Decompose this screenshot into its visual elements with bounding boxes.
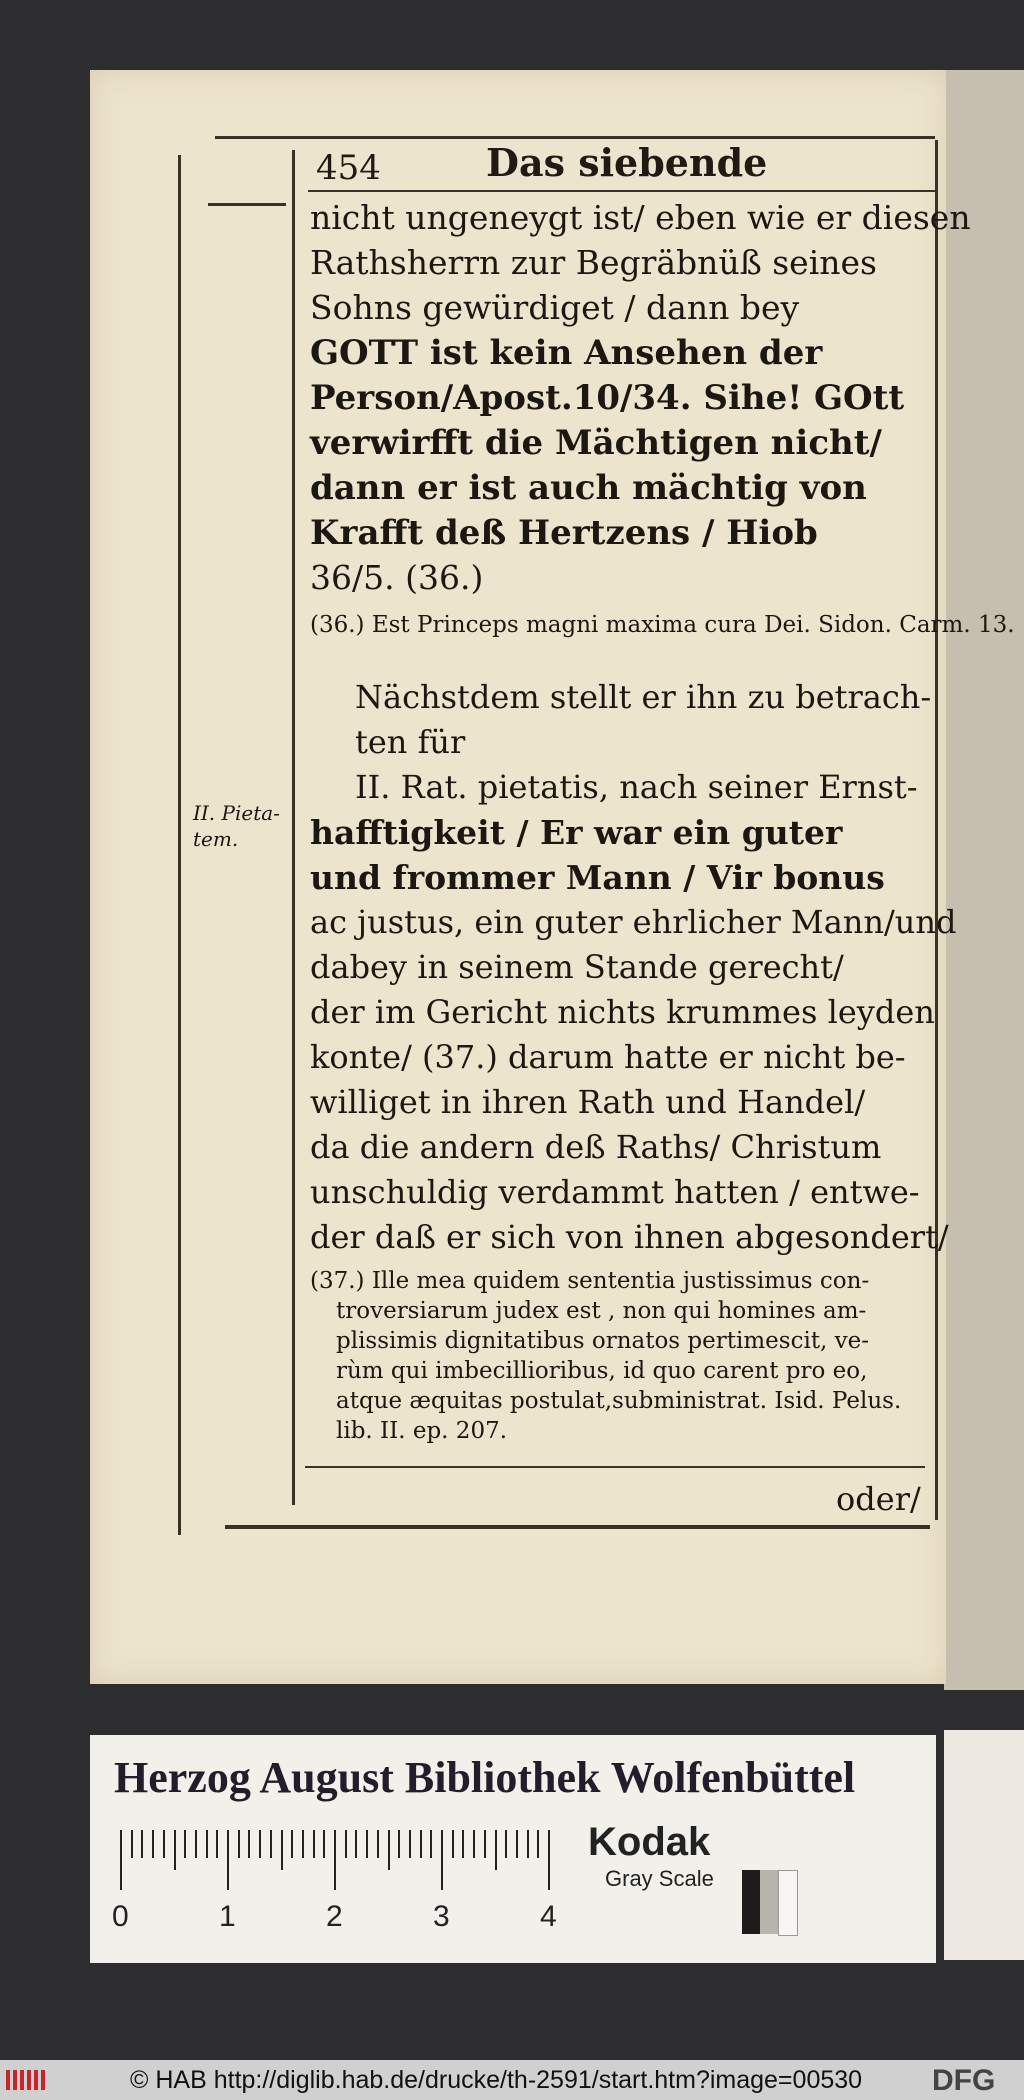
page-number: 454 bbox=[316, 148, 381, 188]
ruler-tick bbox=[355, 1830, 357, 1858]
footnote-line: troversiarum judex est , non qui homines am- bbox=[336, 1298, 867, 1324]
ruler-number: 0 bbox=[112, 1900, 129, 1933]
ruler-tick bbox=[302, 1830, 304, 1858]
ruler-tick bbox=[462, 1830, 464, 1858]
hab-logo-icon bbox=[4, 2066, 48, 2094]
ruler-number: 2 bbox=[326, 1900, 343, 1933]
gray-scale-label: Gray Scale bbox=[605, 1866, 714, 1891]
ruler-tick bbox=[291, 1830, 293, 1858]
ruler-tick bbox=[452, 1830, 454, 1858]
ruler-tick bbox=[430, 1830, 432, 1858]
ruler-tick bbox=[206, 1830, 208, 1858]
margin-dash bbox=[208, 203, 286, 206]
body-line: und frommer Mann / Vir bonus bbox=[310, 858, 885, 897]
ruler-tick bbox=[238, 1830, 240, 1858]
footnote-line: plissimis dignitatibus ornatos pertimescit, ve- bbox=[336, 1328, 870, 1354]
body-line: der im Gericht nichts krummes leyden bbox=[310, 993, 935, 1031]
body-line: hafftigkeit / Er war ein guter bbox=[310, 813, 843, 852]
body-line: dabey in seinem Stande gerecht/ bbox=[310, 948, 844, 986]
gray-swatch-dark bbox=[742, 1870, 760, 1934]
ruler-tick bbox=[473, 1830, 475, 1858]
next-page-edge bbox=[944, 70, 1024, 1690]
gray-swatch-light bbox=[778, 1870, 798, 1936]
column-right-rule bbox=[935, 140, 938, 1520]
footnote-line: rùm qui imbecillioribus, id quo carent pro eo, bbox=[336, 1358, 868, 1384]
ruler-tick bbox=[313, 1830, 315, 1858]
ruler-tick bbox=[409, 1830, 411, 1858]
frame-bottom-rule bbox=[225, 1525, 930, 1529]
ruler-tick bbox=[184, 1830, 186, 1858]
ruler-tick bbox=[420, 1830, 422, 1858]
ruler-tick bbox=[323, 1830, 325, 1858]
ruler-tick bbox=[484, 1830, 486, 1858]
body-line: williget in ihren Rath und Handel/ bbox=[310, 1083, 866, 1121]
margin-note-text: II. Pieta- tem. bbox=[193, 801, 280, 851]
ruler-tick bbox=[248, 1830, 250, 1858]
ruler-tick bbox=[388, 1830, 390, 1870]
body-line: Person/Apost.10/34. Sihe! GOtt bbox=[310, 378, 905, 418]
header-rule bbox=[308, 190, 938, 192]
ruler-tick bbox=[495, 1830, 497, 1870]
ruler-tick bbox=[537, 1830, 539, 1858]
frame-top-rule bbox=[215, 136, 935, 139]
dfg-logo: DFG bbox=[932, 2064, 996, 2097]
body-line: verwirfft die Mächtigen nicht/ bbox=[310, 423, 882, 463]
ruler-tick bbox=[398, 1830, 400, 1858]
ruler-tick bbox=[120, 1830, 122, 1890]
footer-copyright-link[interactable]: © HAB http://diglib.hab.de/drucke/th-2591/start.htm?image=00530 bbox=[130, 2066, 863, 2094]
ruler-tick bbox=[141, 1830, 143, 1858]
ruler-tick bbox=[227, 1830, 229, 1890]
ruler-scale bbox=[120, 1830, 550, 1890]
ruler-tick bbox=[216, 1830, 218, 1858]
body-line: Nächstdem stellt er ihn zu betrach- bbox=[355, 678, 932, 716]
body-line: nicht ungeneygt ist/ eben wie er diesen bbox=[310, 198, 971, 237]
body-line: GOTT ist kein Ansehen der bbox=[310, 333, 823, 373]
body-line: II. Rat. pietatis, nach seiner Ernst- bbox=[355, 768, 918, 806]
ruler-tick bbox=[366, 1830, 368, 1858]
footnote-36: (36.) Est Princeps magni maxima cura Dei. Sidon. Carm. 13. bbox=[310, 612, 1015, 638]
body-line: Sohns gewürdiget / dann bey bbox=[310, 288, 800, 327]
running-title: Das siebende bbox=[486, 140, 768, 185]
ruler-tick bbox=[131, 1830, 133, 1858]
body-line: dann er ist auch mächtig von bbox=[310, 468, 867, 508]
ruler-number: 3 bbox=[433, 1900, 450, 1933]
ruler-tick bbox=[334, 1830, 336, 1890]
ruler-tick bbox=[163, 1830, 165, 1858]
body-line: ac justus, ein guter ehrlicher Mann/und bbox=[310, 903, 957, 941]
body-line: da die andern deß Raths/ Christum bbox=[310, 1128, 882, 1166]
ruler-tick bbox=[195, 1830, 197, 1858]
library-title: Herzog August Bibliothek Wolfenbüttel bbox=[114, 1753, 856, 1802]
ruler-tick bbox=[516, 1830, 518, 1858]
catchword: oder/ bbox=[836, 1480, 921, 1518]
body-line: der daß er sich von ihnen abgesondert/ bbox=[310, 1218, 949, 1256]
footnote-line: (37.) Ille mea quidem sententia justissimus con- bbox=[310, 1268, 870, 1294]
ruler-number: 1 bbox=[219, 1900, 236, 1933]
ruler-tick bbox=[174, 1830, 176, 1870]
ruler-tick bbox=[270, 1830, 272, 1858]
ruler-tick bbox=[259, 1830, 261, 1858]
kodak-brand: Kodak bbox=[588, 1820, 711, 1864]
gray-swatch-mid bbox=[760, 1870, 778, 1934]
ruler-tick bbox=[505, 1830, 507, 1858]
ruler-tick bbox=[377, 1830, 379, 1858]
ruler-tick bbox=[345, 1830, 347, 1858]
body-line: Krafft deß Hertzens / Hiob bbox=[310, 513, 818, 553]
ruler-tick bbox=[152, 1830, 154, 1858]
ruler-tick bbox=[527, 1830, 529, 1858]
footnote-line: lib. II. ep. 207. bbox=[336, 1418, 508, 1444]
next-card-edge bbox=[944, 1730, 1024, 1960]
body-line: unschuldig verdammt hatten / entwe- bbox=[310, 1173, 920, 1211]
margin-note bbox=[193, 800, 293, 852]
ruler-tick bbox=[548, 1830, 550, 1890]
ruler-tick bbox=[281, 1830, 283, 1870]
body-line: 36/5. (36.) bbox=[310, 558, 484, 597]
ruler-tick bbox=[441, 1830, 443, 1890]
frame-left-rule bbox=[178, 155, 181, 1535]
footnote-bottom-rule bbox=[305, 1466, 925, 1468]
body-line: ten für bbox=[355, 723, 466, 761]
body-line: Rathsherrn zur Begräbnüß seines bbox=[310, 243, 877, 282]
body-line: konte/ (37.) darum hatte er nicht be- bbox=[310, 1038, 906, 1076]
footnote-line: atque æquitas postulat,subministrat. Isid. Pelus. bbox=[336, 1388, 902, 1414]
ruler-number: 4 bbox=[540, 1900, 557, 1933]
